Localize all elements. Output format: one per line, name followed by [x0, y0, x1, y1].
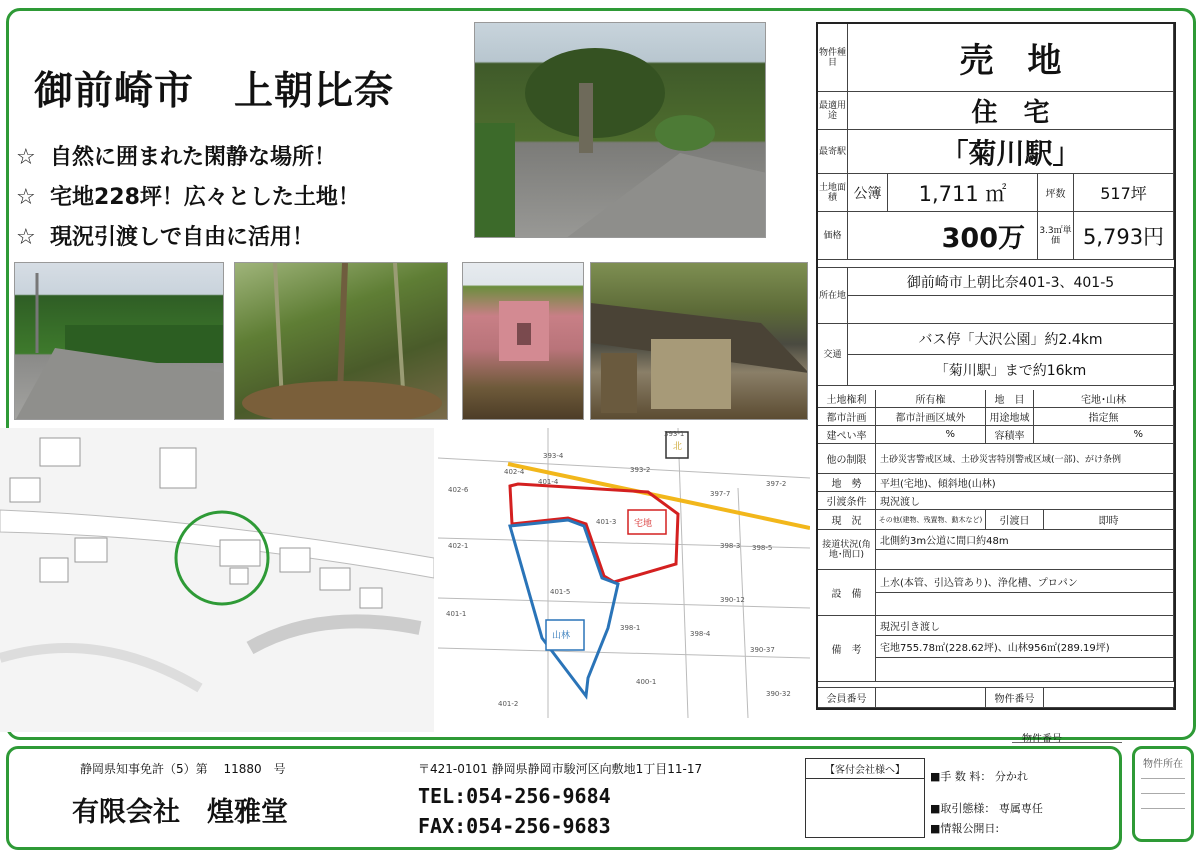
- remarks-blank: [876, 658, 1174, 682]
- survey-label: 402-1: [448, 542, 469, 550]
- north-box-label: 北: [673, 442, 683, 452]
- survey-label: 393-4: [543, 452, 564, 460]
- property-number-line: [1012, 742, 1122, 743]
- terrain-label: 地 勢: [818, 474, 876, 492]
- survey-label: 401-2: [498, 700, 519, 708]
- property-info-table: [816, 22, 1176, 710]
- city-plan-value: 都市計画区域外: [876, 408, 986, 426]
- area-map-drawing: [0, 428, 434, 732]
- photo-bamboo-sketch: [235, 263, 448, 420]
- survey-label: 390-37: [750, 646, 775, 654]
- feature-item: ☆ 現況引渡しで自由に活用！: [16, 225, 315, 250]
- license-number: 静岡県知事免許（5）第 11880 号: [80, 762, 286, 776]
- survey-label: 393-2: [630, 466, 651, 474]
- property-location-box: [1132, 746, 1194, 842]
- area-label: 土地面積: [818, 174, 848, 212]
- zone-value: 指定無: [1034, 408, 1174, 426]
- fax-number: FAX:054-256-9683: [418, 814, 611, 838]
- unit-price-value: 5,793円: [1074, 212, 1174, 260]
- remarks-label: 備 考: [818, 616, 876, 682]
- station-label: 最寄駅: [818, 130, 848, 174]
- status-value: その他(建物、残置物、動木など): [876, 510, 986, 530]
- station-value: 「菊川駅」: [848, 130, 1174, 174]
- location-line: [1141, 793, 1185, 794]
- equip-value: 上水(本管、引込管あり)、浄化槽、プロパン: [876, 570, 1174, 593]
- address-value: 御前崎市上朝比奈401-3、401-5: [848, 268, 1174, 296]
- residential-label: 宅地: [634, 519, 653, 529]
- area-kind: 公簿: [848, 174, 888, 212]
- survey-label: 398-1: [620, 624, 641, 632]
- table-spacer: [818, 260, 1174, 268]
- price-label: 価格: [818, 212, 848, 260]
- use-label: 最適用途: [818, 92, 848, 130]
- type-label: 物件種目: [818, 24, 848, 92]
- partner-box: [805, 758, 925, 838]
- chimoku-label: 地 目: [986, 390, 1034, 408]
- survey-label: 390-32: [766, 690, 791, 698]
- tsubo-label: 坪数: [1038, 174, 1074, 212]
- photo-collapsed-shed: [590, 262, 808, 420]
- equip-blank: [876, 593, 1174, 616]
- handover-cond-value: 現況渡し: [876, 492, 1174, 510]
- page-title: 御前崎市 上朝比奈: [34, 69, 395, 114]
- photo-road-view: [474, 22, 766, 238]
- chimoku-value: 宅地･山林: [1034, 390, 1174, 408]
- photo-hedge-sketch: [15, 263, 224, 420]
- member-value: [876, 688, 986, 708]
- survey-label: 401-5: [550, 588, 571, 596]
- company-address: 〒421-0101 静岡県静岡市駿河区向敷地1丁目11-17: [418, 762, 703, 776]
- photo-bamboo-forest: [234, 262, 448, 420]
- survey-label: 402-6: [448, 486, 469, 494]
- terrain-value: 平坦(宅地)、傾斜地(山林): [876, 474, 1174, 492]
- remarks-line-2: 宅地755.78㎡(228.62坪)、山林956㎡(289.19坪): [876, 636, 1174, 658]
- survey-label: 401-4: [538, 478, 559, 486]
- feature-item: ☆ 宅地228坪！広々とした土地！: [16, 185, 360, 210]
- survey-label: 398-3: [720, 542, 741, 550]
- forest-outline: [510, 520, 618, 696]
- company-name: 有限会社 煌雅堂: [72, 797, 288, 828]
- area-map: [0, 428, 434, 732]
- survey-label: 390-12: [720, 596, 745, 604]
- traffic-bus: バス停「大沢公園」約2.4km: [848, 324, 1174, 355]
- survey-label: 398-4: [690, 630, 711, 638]
- property-number-top: 物件番号: [1022, 734, 1062, 745]
- city-plan-label: 都市計画: [818, 408, 876, 426]
- far-label: 容積率: [986, 426, 1034, 444]
- tsubo-value: 517坪: [1074, 174, 1174, 212]
- fee-text: ■手 数 料： 分かれ: [930, 770, 1028, 783]
- traffic-station: 「菊川駅」まで約16km: [848, 355, 1174, 386]
- property-location-label: 物件所在: [1143, 759, 1183, 770]
- survey-label: 393-1: [664, 430, 685, 438]
- road-blank: [876, 550, 1174, 570]
- address-blank: [848, 296, 1174, 324]
- member-label: 会員番号: [818, 688, 876, 708]
- feature-item: ☆ 自然に囲まれた閑静な場所！: [16, 145, 337, 170]
- survey-label: 400-1: [636, 678, 657, 686]
- far-value: %: [1034, 426, 1174, 444]
- property-no-value: [1044, 688, 1174, 708]
- area-value: 1,711 ㎡: [888, 174, 1038, 212]
- survey-label: 402-4: [504, 468, 525, 476]
- transaction-mode: ■取引態様： 専属専任: [930, 802, 1043, 815]
- handover-cond-label: 引渡条件: [818, 492, 876, 510]
- restrict-value: 土砂災害警戒区域、土砂災害特別警戒区域(一部)、がけ条例: [876, 444, 1174, 474]
- handover-date-value: 即時: [1044, 510, 1174, 530]
- public-date: ■情報公開日:: [930, 822, 1000, 835]
- status-label: 現 況: [818, 510, 876, 530]
- rights-label: 土地権利: [818, 390, 876, 408]
- photo-road-sketch: [475, 23, 766, 238]
- restrict-label: 他の制限: [818, 444, 876, 474]
- photo-old-building: [462, 262, 584, 420]
- zone-label: 用途地域: [986, 408, 1034, 426]
- address-label: 所在地: [818, 268, 848, 324]
- survey-label: 397-7: [710, 490, 731, 498]
- price-value: 300万: [848, 212, 1038, 260]
- unit-price-label: 3.3㎡単価: [1038, 212, 1074, 260]
- equip-label: 設 備: [818, 570, 876, 616]
- survey-label: 398-5: [752, 544, 773, 552]
- survey-label: 401-3: [596, 518, 617, 526]
- bcr-label: 建ぺい率: [818, 426, 876, 444]
- traffic-label: 交通: [818, 324, 848, 386]
- cadastral-map: [438, 428, 810, 718]
- tel-number[interactable]: TEL:054-256-9684: [418, 784, 611, 808]
- forest-label: 山林: [552, 631, 571, 641]
- remarks-line-1: 現況引き渡し: [876, 616, 1174, 636]
- type-value: 売 地: [848, 24, 1174, 92]
- photo-hedge-road: [14, 262, 224, 420]
- use-value: 住 宅: [848, 92, 1174, 130]
- cadastral-drawing: [438, 428, 810, 718]
- survey-label: 397-2: [766, 480, 787, 488]
- property-no-label: 物件番号: [986, 688, 1044, 708]
- survey-label: 401-1: [446, 610, 467, 618]
- road-value: 北側約3m公道に間口約48m: [876, 530, 1174, 550]
- location-line: [1141, 808, 1185, 809]
- handover-date-label: 引渡日: [986, 510, 1044, 530]
- road-label: 接道状況(角地･間口): [818, 530, 876, 570]
- photo-shed-sketch: [591, 263, 808, 420]
- location-line: [1141, 778, 1185, 779]
- partner-box-title: 【客付会社様へ】: [806, 759, 924, 779]
- bcr-value: %: [876, 426, 986, 444]
- rights-value: 所有権: [876, 390, 986, 408]
- photo-building-sketch: [463, 263, 584, 420]
